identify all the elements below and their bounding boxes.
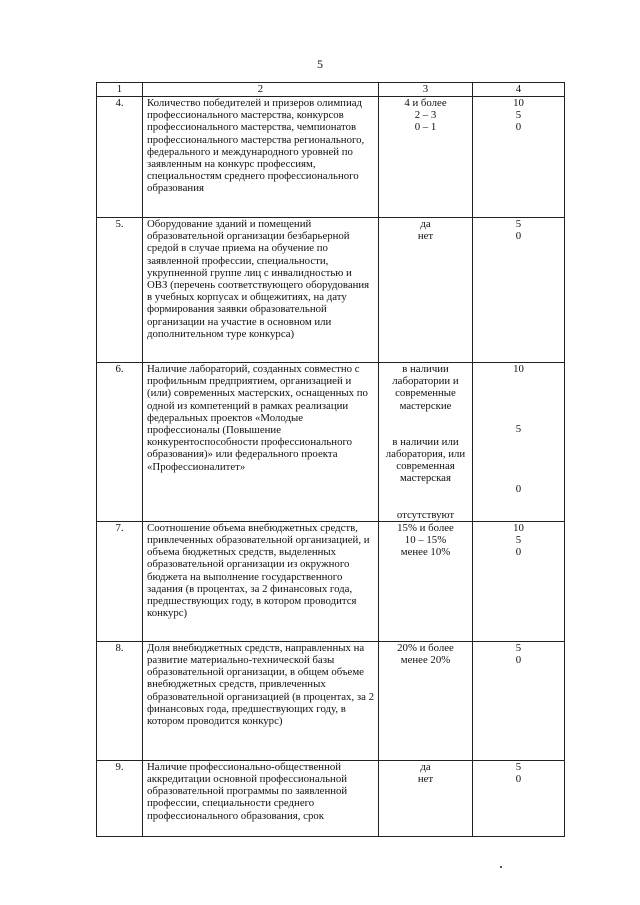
points-line: 5 xyxy=(515,534,522,547)
row-number: 9. xyxy=(97,760,143,836)
criterion-values xyxy=(379,641,473,760)
points-line: 0 xyxy=(515,654,522,667)
row-number: 5. xyxy=(97,218,143,363)
value-line: да xyxy=(420,760,431,773)
criterion-values xyxy=(379,521,473,641)
points-line: 0 xyxy=(515,483,522,496)
criterion-points xyxy=(473,363,565,522)
points-line: 5 xyxy=(515,641,522,654)
spacer xyxy=(383,412,468,436)
row-number: 7. xyxy=(97,521,143,641)
points-line: 0 xyxy=(515,546,522,559)
table-row xyxy=(97,97,565,218)
points-line: 0 xyxy=(515,230,522,243)
criteria-table xyxy=(96,82,565,837)
criterion-values xyxy=(379,97,473,218)
value-line: в наличии лаборатории и современные мастерские xyxy=(392,363,459,412)
criterion-points xyxy=(473,641,565,760)
points-line: 5 xyxy=(515,218,522,230)
value-line: менее 10% xyxy=(400,546,451,559)
value-line: 0 – 1 xyxy=(414,121,437,134)
row-number: 4. xyxy=(97,97,143,218)
value-line: 10 – 15% xyxy=(404,534,447,547)
value-line: 2 – 3 xyxy=(414,109,437,122)
criterion-points xyxy=(473,521,565,641)
criterion-text: Соотношение объема внебюджетных средств, привлеченных образовательной организацией, и объема бюджетных средств, выделенных образовательной организации из окружного бюджета на выполнение государственного задания (в процентах, за 2 финансовых года, предшествующих году, в котором проводится конкурс) xyxy=(143,521,379,641)
value-line: нет xyxy=(417,230,434,243)
points-line: 10 xyxy=(513,521,524,534)
criterion-values xyxy=(379,760,473,836)
criterion-values xyxy=(379,218,473,363)
header-cell-2: 2 xyxy=(143,83,379,97)
table-header-row xyxy=(97,83,565,97)
table-row xyxy=(97,521,565,641)
value-line: 20% и более xyxy=(397,641,454,654)
value-line: 4 и более xyxy=(404,97,447,109)
points-line: 0 xyxy=(515,121,522,134)
value-line: отсутствуют xyxy=(396,508,455,521)
header-cell-4: 4 xyxy=(473,83,565,97)
points-line: 10 xyxy=(513,363,524,375)
criterion-text: Наличие профессионально-общественной аккредитации основной профессиональной образовательной программы по заявленной профессии, специальности среднего профессионального образования, срок xyxy=(143,760,379,836)
row-number: 6. xyxy=(97,363,143,522)
criterion-text: Наличие лабораторий, созданных совместно с профильным предприятием, организацией и (или) современных мастерских, оснащенных по одной из компетенций в рамках реализации федеральных проектов «Молодые профессионалы (Повышение конкурентоспособности профессионального образования)» или федерального проекта «Профессионалитет» xyxy=(143,363,379,522)
value-line: нет xyxy=(417,773,434,786)
row-number: 8. xyxy=(97,641,143,760)
page-number: 5 xyxy=(317,57,323,71)
points-line: 5 xyxy=(515,109,522,122)
value-line: 15% и более xyxy=(397,521,454,534)
table-row xyxy=(97,218,565,363)
spacer xyxy=(383,485,468,509)
value-line: да xyxy=(420,218,431,230)
points-line: 5 xyxy=(515,423,522,436)
header-cell-1: 1 xyxy=(97,83,143,97)
header-cell-3: 3 xyxy=(379,83,473,97)
criterion-values xyxy=(379,363,473,522)
points-line: 10 xyxy=(513,97,524,109)
criterion-text: Количество победителей и призеров олимпиад профессионального мастерства, конкурсов профессионального мастерства, чемпионатов профессионального мастерства регионального, федерального и международного уровней по заявленным на конкурс профессиям, специальностям среднего профессионального образования xyxy=(143,97,379,218)
criterion-text: Оборудование зданий и помещений образовательной организации безбарьерной средой в случае приема на обучение по заявленной профессии, специальности, укрупненной группе лиц с инвалидностью и ОВЗ (перечень соответствующего оборудования в учебных корпусах и общежитиях, на дату формирования заявки образовательной организации на участие в основном или дополнительном туре конкурса) xyxy=(143,218,379,363)
spacer xyxy=(477,375,560,423)
points-line: 0 xyxy=(515,773,522,786)
table-row xyxy=(97,363,565,522)
criterion-points xyxy=(473,760,565,836)
scan-speck xyxy=(500,866,502,868)
criterion-points xyxy=(473,97,565,218)
criterion-points xyxy=(473,218,565,363)
value-line: в наличии или лаборатория, или современная мастерская xyxy=(385,435,466,485)
value-line: менее 20% xyxy=(400,654,451,667)
spacer xyxy=(477,435,560,483)
table-row xyxy=(97,641,565,760)
points-line: 5 xyxy=(515,760,522,773)
table-row xyxy=(97,760,565,836)
criterion-text: Доля внебюджетных средств, направленных на развитие материально-технической базы образовательной организации, в общем объеме внебюджетных средств, привлеченных образовательной организацией (в процентах, за 2 финансовых года, предшествующих году, в котором проводится конкурс) xyxy=(143,641,379,760)
